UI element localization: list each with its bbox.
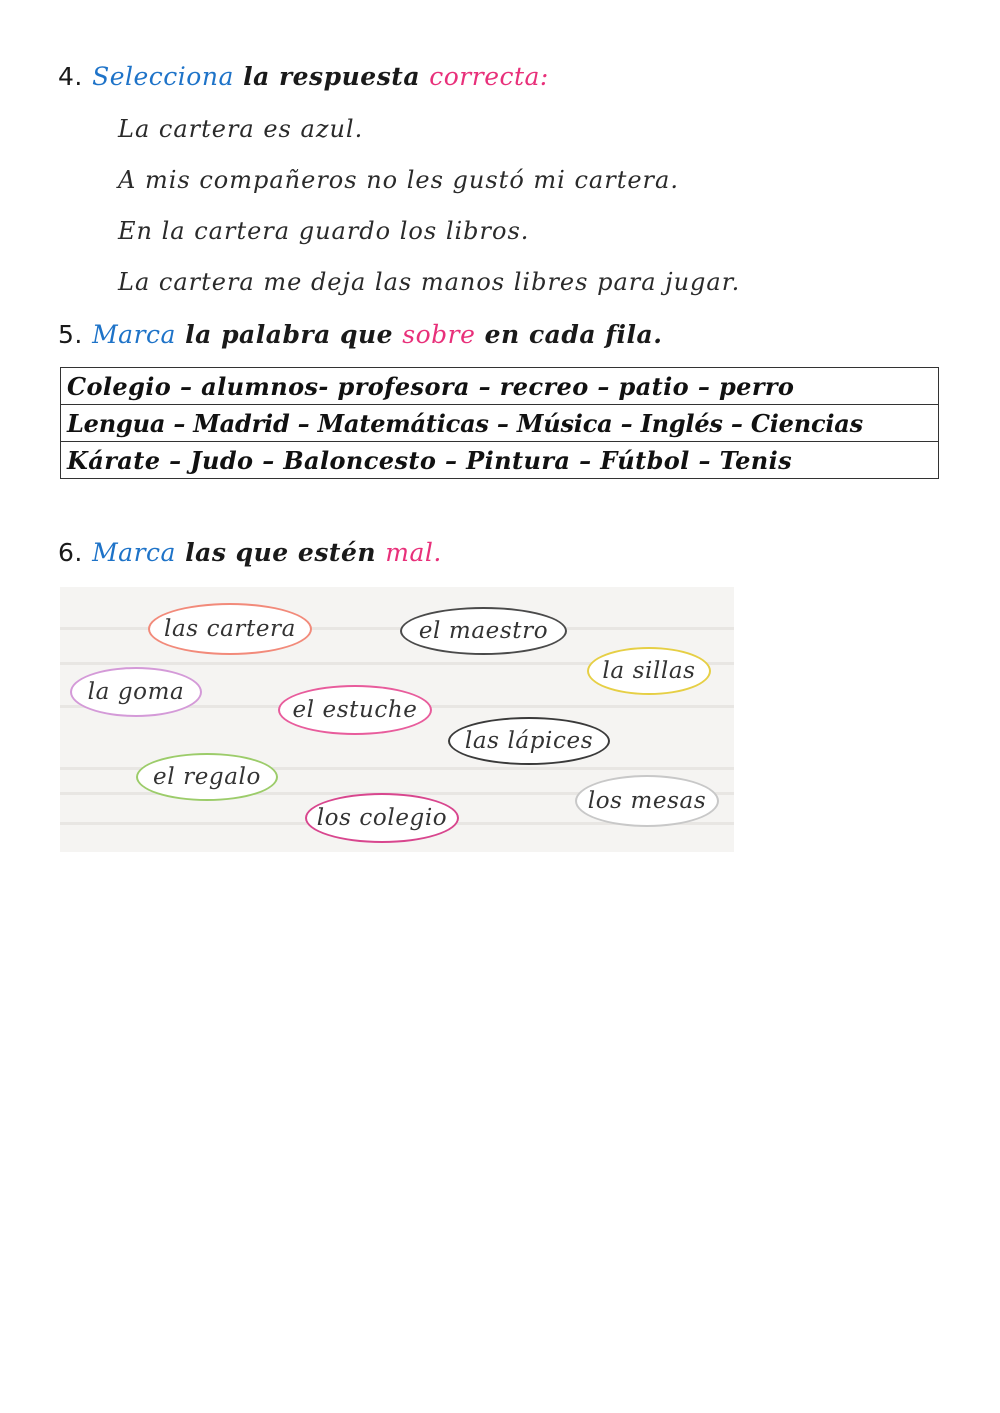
oval-el-estuche[interactable]: el estuche [278, 685, 432, 735]
section-5-end: en cada fila. [484, 320, 663, 349]
oval-la-sillas[interactable]: la sillas [587, 647, 711, 695]
section-4-middle: la respuesta [243, 62, 421, 91]
word-row-2[interactable]: Lengua – Madrid – Matemáticas – Música – Inglés – Ciencias [61, 405, 939, 442]
section-5-emph: sobre [402, 320, 476, 349]
section-6-emph: mal. [385, 538, 442, 567]
oval-la-goma[interactable]: la goma [70, 667, 202, 717]
answer-option-2[interactable]: A mis compañeros no les gustó mi cartera. [118, 166, 679, 194]
section-4-heading [58, 62, 549, 91]
answer-option-3[interactable]: En la cartera guardo los libros. [118, 217, 530, 245]
oval-los-mesas[interactable]: los mesas [575, 775, 719, 827]
oval-el-maestro[interactable]: el maestro [400, 607, 567, 655]
section-4-verb: Selecciona [92, 62, 234, 91]
section-5-middle: la palabra que [185, 320, 394, 349]
section-6-middle: las que estén [185, 538, 377, 567]
section-6-number: 6. [58, 538, 83, 567]
answer-option-1[interactable]: La cartera es azul. [118, 115, 364, 143]
section-6-heading [58, 538, 442, 567]
oval-las-cartera[interactable]: las cartera [148, 603, 312, 655]
section-6-verb: Marca [92, 538, 176, 567]
oval-los-colegio[interactable]: los colegio [305, 793, 459, 843]
word-table [60, 367, 939, 479]
table-row [61, 368, 939, 405]
section-4-emph: correcta: [429, 62, 549, 91]
section-4-number: 4. [58, 62, 83, 91]
word-row-1[interactable]: Colegio – alumnos- profesora – recreo – patio – perro [61, 368, 939, 405]
section-5-number: 5. [58, 320, 83, 349]
ovals-picture [60, 587, 734, 852]
oval-las-lapices[interactable]: las lápices [448, 717, 610, 765]
word-row-3[interactable]: Kárate – Judo – Baloncesto – Pintura – Fútbol – Tenis [61, 442, 939, 479]
section-5-heading [58, 320, 662, 349]
oval-el-regalo[interactable]: el regalo [136, 753, 278, 801]
table-row [61, 405, 939, 442]
section-5-verb: Marca [92, 320, 176, 349]
answer-option-4[interactable]: La cartera me deja las manos libres para jugar. [118, 268, 741, 296]
table-row [61, 442, 939, 479]
